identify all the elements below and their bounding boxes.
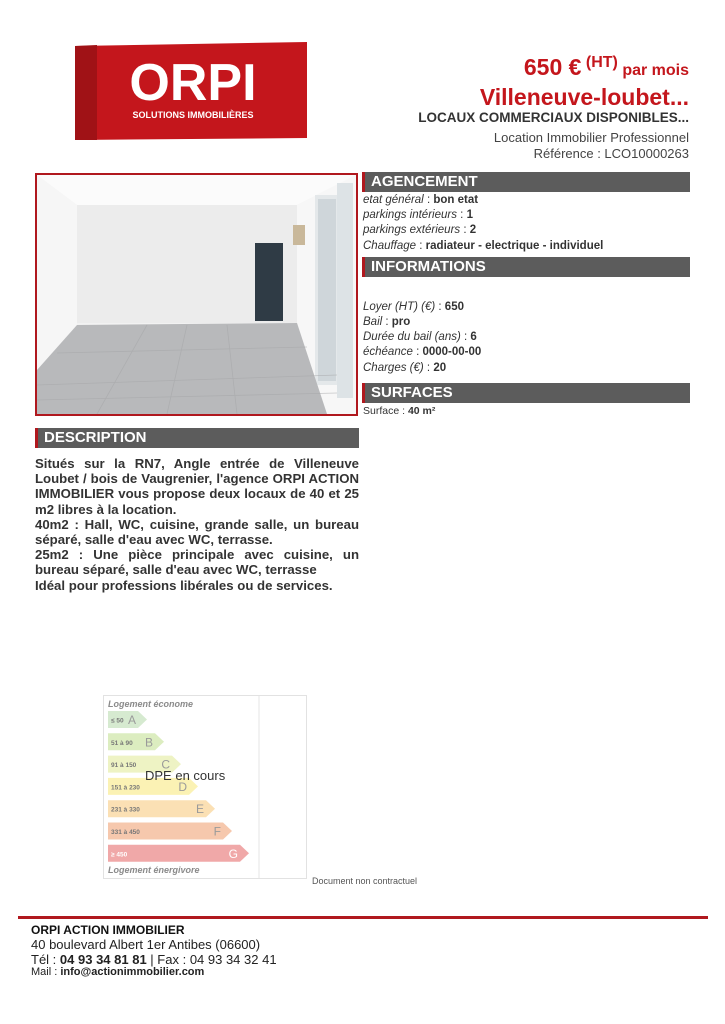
kv-parkings-exterieurs: parkings extérieurs : 2 xyxy=(363,224,477,236)
section-description xyxy=(35,428,359,448)
price-suffix: (HT) xyxy=(585,54,618,71)
dpe-bottom-caption: Logement énergivore xyxy=(108,865,200,875)
reference: Référence : LCO10000263 xyxy=(533,146,689,161)
agency-email: Mail : info@actionimmobilier.com xyxy=(31,966,205,978)
logo-tagline: SOLUTIONS IMMOBILIÈRES xyxy=(132,110,254,120)
dpe-class-a-letter: A xyxy=(127,713,136,727)
dpe-class-c-range: 91 à 150 xyxy=(111,762,137,770)
kv-duree-bail: Durée du bail (ans) : 6 xyxy=(363,331,477,343)
listing-type: Location Immobilier Professionnel xyxy=(493,130,689,145)
section-description-title: DESCRIPTION xyxy=(44,429,147,446)
dpe-class-c-letter: C xyxy=(161,757,170,772)
phone-number: 04 93 34 81 81 xyxy=(59,952,147,967)
fax-number: 04 93 34 32 41 xyxy=(189,952,277,967)
section-surfaces-title: SURFACES xyxy=(371,384,453,401)
dpe-class-a-range: ≤ 50 xyxy=(111,717,124,725)
dpe-class-d-range: 151 à 230 xyxy=(111,784,140,792)
section-informations xyxy=(362,257,690,277)
dpe-class-b-letter: B xyxy=(144,735,153,750)
dpe-class-e-letter: E xyxy=(195,802,204,817)
description-paragraph: 40m2 : Hall, WC, cuisine, grande salle, un bureau séparé, salle d'eau avec WC, terrasse. xyxy=(35,516,359,548)
dpe-class-g-range: ≥ 450 xyxy=(111,851,128,859)
kv-surface: Surface : 40 m² xyxy=(363,405,436,417)
section-informations-title: INFORMATIONS xyxy=(371,258,486,275)
listing-subtitle: LOCAUX COMMERCIAUX DISPONIBLES... xyxy=(418,110,689,125)
document-note: Document non contractuel xyxy=(312,876,418,886)
dpe-class-d-letter: D xyxy=(178,779,187,794)
dpe-class-b-range: 51 à 90 xyxy=(111,739,133,747)
kv-bail: Bail : pro xyxy=(363,316,411,328)
kv-parkings-interieurs: parkings intérieurs : 1 xyxy=(363,209,473,221)
dpe-status: DPE en cours xyxy=(145,768,226,783)
dpe-class-e-range: 231 à 330 xyxy=(111,806,140,814)
section-agencement-title: AGENCEMENT xyxy=(371,173,478,190)
kv-etat-general: etat général : bon etat xyxy=(363,194,479,206)
orpi-logo xyxy=(75,42,307,140)
dpe-class-f-letter: F xyxy=(213,824,221,839)
price-line xyxy=(524,54,689,81)
description-paragraph: 25m2 : Une pièce principale avec cuisine, un bureau séparé, salle d'eau avec WC, terrasse xyxy=(35,547,359,578)
footer-divider xyxy=(18,916,708,919)
description-paragraph: Idéal pour professions libérales ou de services. xyxy=(35,577,333,593)
dpe-class-f-range: 331 à 450 xyxy=(111,829,140,836)
description-text xyxy=(35,456,359,593)
price: 650 € xyxy=(523,54,582,80)
dpe-energy-chart xyxy=(103,695,307,879)
kv-echeance: échéance : 0000-00-00 xyxy=(363,346,482,358)
dpe-top-caption: Logement économe xyxy=(108,699,194,709)
kv-loyer: Loyer (HT) (€) : 650 xyxy=(363,301,464,313)
email-link[interactable]: info@actionimmobilier.com xyxy=(60,966,205,978)
kv-charges: Charges (€) : 20 xyxy=(363,362,447,374)
dpe-class-g-letter: G xyxy=(228,846,238,861)
logo-text: ORPI xyxy=(129,54,257,112)
price-period: par mois xyxy=(622,62,689,79)
section-agencement xyxy=(362,172,690,192)
city-title: Villeneuve-loubet... xyxy=(479,84,689,110)
property-photo xyxy=(35,173,358,416)
section-surfaces xyxy=(362,383,690,403)
description-paragraph: Situés sur la RN7, Angle entrée de Villeneuve Loubet / bois de Vaugrenier, l'agence ORPI ACTION IMMOBILIER vous propose deux locaux de 40 et 25 m2 libres à la location. xyxy=(35,456,359,517)
agency-name: ORPI ACTION IMMOBILIER xyxy=(31,923,185,937)
kv-chauffage: Chauffage : radiateur - electrique - individuel xyxy=(363,240,604,252)
agency-phone: Tél : 04 93 34 81 81 | Fax : 04 93 34 32 41 xyxy=(31,952,277,967)
agency-address: 40 boulevard Albert 1er Antibes (06600) xyxy=(31,937,261,952)
